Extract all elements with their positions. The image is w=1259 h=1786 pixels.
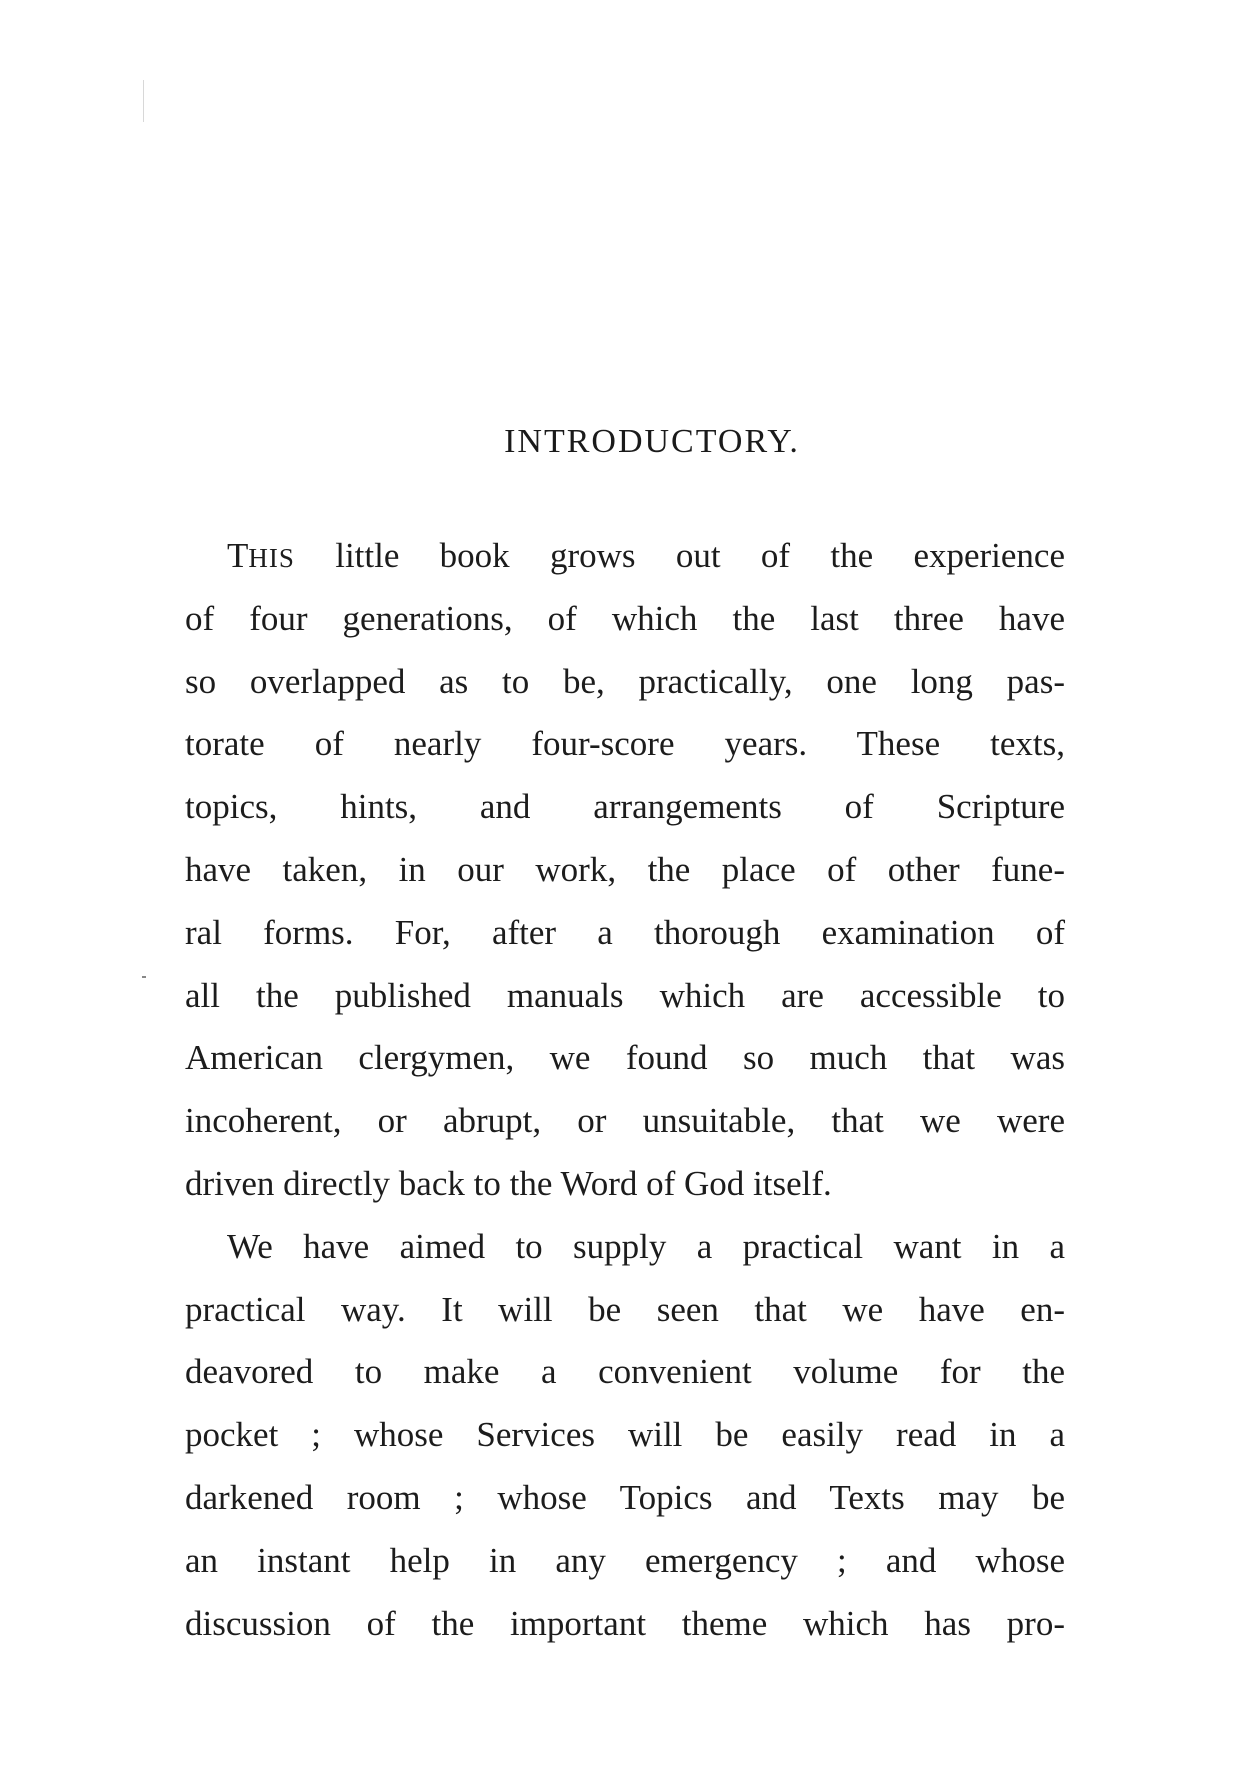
text-line: have taken, in our work, the place of other fune- (185, 849, 1065, 889)
body-text (185, 525, 1065, 1655)
text-line: ral forms. For, after a thorough examination of (185, 912, 1065, 952)
line-text: little book grows out of the experience (294, 536, 1065, 575)
text-line: an instant help in any emergency ; and whose (185, 1540, 1065, 1580)
scan-mark (142, 976, 146, 978)
text-line: driven directly back to the Word of God itself. (185, 1163, 832, 1203)
small-caps-word: HIS (248, 543, 295, 573)
text-line: discussion of the important theme which has pro- (185, 1603, 1065, 1643)
text-line: deavored to make a convenient volume for the (185, 1352, 1065, 1392)
chapter-heading: INTRODUCTORY. (504, 423, 800, 460)
text-line: topics, hints, and arrangements of Scripture (185, 787, 1065, 827)
text-line: darkened room ; whose Topics and Texts may be (185, 1477, 1065, 1517)
text-line: all the published manuals which are accessible to (185, 975, 1065, 1015)
text-line: pocket ; whose Services will be easily read in a (185, 1415, 1065, 1455)
scan-mark (143, 80, 144, 122)
text-line: practical way. It will be seen that we have en- (185, 1289, 1065, 1329)
text-line: We have aimed to supply a practical want in a (227, 1226, 1065, 1266)
text-line: incoherent, or abrupt, or unsuitable, that we were (185, 1101, 1065, 1141)
text-line: of four generations, of which the last three have (185, 598, 1065, 638)
drop-cap-letter: T (227, 536, 249, 575)
text-line: so overlapped as to be, practically, one long pas- (185, 661, 1065, 701)
text-line: American clergymen, we found so much that was (185, 1038, 1065, 1078)
text-line (185, 525, 1065, 588)
text-line: torate of nearly four-score years. These texts, (185, 724, 1065, 764)
